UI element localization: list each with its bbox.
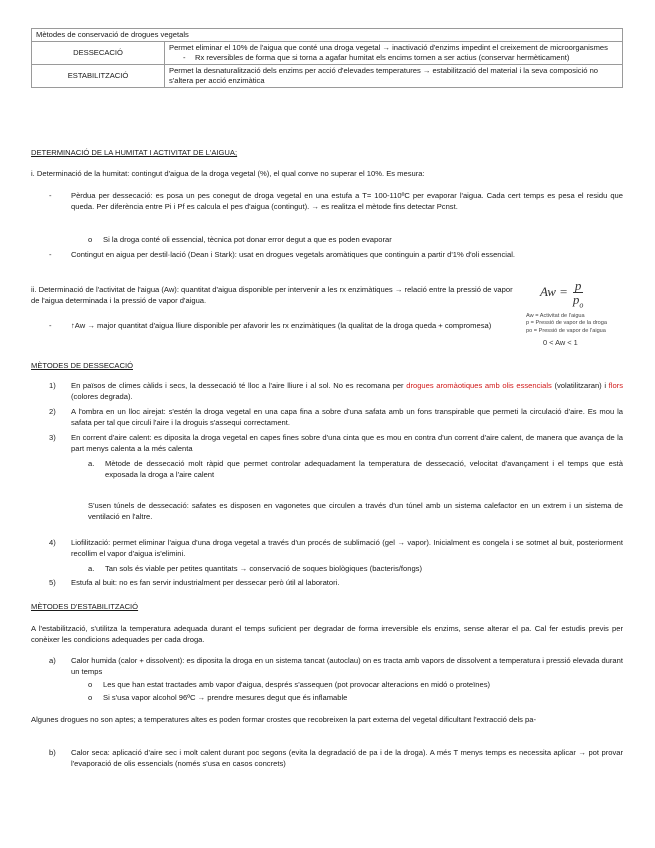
item-number: 4) [49,538,56,547]
formula-numerator: p [574,278,582,293]
list-subitem [88,680,623,691]
item-number: 1) [49,381,56,390]
lettered-item-text: Calor seca: aplicació d'aire sec i molt calent durant poc segons (evita la degradació de pa i de la droga). A més T menys temps es necessita aplicar → pot provar l'evaporació de olis essencials (només s'usa en casos concrets) [71,748,623,768]
lettered-subitem-text: Tan sols és viable per petites quantitats → conservació de soques biològiques (bacteris/fongs) [105,564,423,573]
table-cell-text: Permet la desnaturalització dels enzims per acció d'elevades temperatures → estabilització del material i la seva composició no s'altera per acció enzimàtica [165,65,623,88]
dash-bullet: - [49,250,52,259]
item-letter: a. [88,564,95,573]
item-text-part: (volatilitzaran) i [551,381,609,390]
numbered-item [49,407,623,428]
conservation-methods-table [31,28,623,88]
stabilization-intro: A l'estabilització, s'utilitza la temperatura adequada durant el temps suficient per degradar de forma irreversible els enzims, sense alterar el pa. Cal fer estudis previs per conèixer les condicions adequades per cada droga. [31,624,623,644]
formula-range: 0 < Aw < 1 [543,338,578,348]
formula-den-symbol: p [572,292,580,307]
dash-bullet: - [49,191,52,200]
highlight-red-text: drogues aromàotiques amb olis essencials [406,381,552,390]
numbered-item-text: En corrent d'aire calent: es diposita la droga vegetal en capes fines sobre d'una cinta que es mou en contra d'un corrent d'aire calent, de manera que avança de la part menys calenta a la més calenta [71,433,623,453]
list-subitem-text: Si la droga conté oli essencial, tècnica pot donar error degut a que es poden evaporar [103,235,392,244]
item-number: 3) [49,433,56,442]
table-title-row [32,29,623,42]
circle-bullet: o [88,680,93,689]
lettered-subitem [88,564,623,575]
formula-fraction [573,279,584,312]
formula-legend [526,313,607,347]
lettered-item [49,656,623,677]
table-row [32,65,623,88]
item-letter: a) [49,656,56,665]
table-row-label: DESSECACIÓ [32,42,165,65]
table-title: Mètodes de conservació de drogues vegetals [32,29,623,42]
list-item-text: ↑Aw → major quantitat d'aigua lliure disponible per afavorir les rx enzimàtiques (la qualitat de la droga queda + compromesa) [71,321,492,330]
legend-line: po = Pressió de vapor de l'aigua [526,327,606,334]
water-activity-text: ii. Determinació de l'activitat de l'aigua (Aw): quantitat d'aigua disponible per intervenir a les rx enzimàtiques → relació entre la pressió de vapor de l'aigua determinada i la pressió de vapor d'aigua. [31,285,513,305]
table-cell-text: Permet eliminar el 10% de l'aigua que conté una droga vegetal → inactivació d'enzims impedint el creixement de microorganismes [169,43,608,52]
lettered-item [49,748,623,769]
circle-bullet: o [88,235,93,244]
item-text-part: En països de climes càlids i secs, la dessecació té lloc a l'aire lliure i al sol. No es recomana per [71,381,407,390]
list-subitem [88,235,623,246]
numbered-item [49,381,623,402]
numbered-item-text [71,381,623,402]
section-heading-stabilization: MÈTODES D'ESTABILITZACIÓ [31,602,139,611]
legend-line: Aw = Activitat de l'aigua [526,313,585,319]
list-subitem [88,693,623,704]
water-activity-formula [540,279,583,312]
section-heading-drying: MÈTODES DE DESSECACIÓ [31,361,133,370]
numbered-item [49,538,623,559]
list-item-text: Pèrdua per dessecació: es posa un pes conegut de droga vegetal en una estufa a T= 100-110ºC per evaporar l'aigua. Cada cert temps es pesa el residu que queda. Per diferència entre Pi i Pf es calcula el pes d'aigua (contingut). → es realitza el mètode fins detectar Pcnst. [71,191,623,211]
tunnel-paragraph: S'usen túnels de dessecació: safates es disposen en vagonetes que circulen a través d'un túnel amb un sistema calefactor en un extrem i un sistema de ventilació en l'altre. [88,501,623,521]
formula-den-sub: o [579,300,584,310]
item-number: 5) [49,578,56,587]
stabilization-note: Algunes drogues no son aptes; a temperatures altes es poden formar crostes que recobreixen la part externa del vegetal dificultant l'extracció dels pa- [31,715,537,724]
table-subitem-text: Rx reversibles de forma que si torna a agafar humitat els encims tornen a ser actius (conservar hermèticament) [195,53,570,62]
list-item [49,191,623,212]
numbered-item [49,578,623,589]
table-subitem [169,53,618,63]
list-item-text: Contingut en aigua per destil·lació (Dean i Stark): usat en drogues vegetals aromàtiques que continguin a partir d'1% d'oli essencial. [71,250,516,259]
formula-denominator [573,293,584,312]
list-item [49,250,623,261]
table-row [32,42,623,65]
circle-bullet: o [88,693,93,702]
list-subitem-text: Si s'usa vapor alcohol 96ºC → prendre mesures degut que és inflamable [103,693,348,702]
numbered-item-text: A l'ombra en un lloc airejat: s'estén la droga vegetal en una capa fina a sobre d'una safata amb un fons transpirable que permeti la circulació d'aire. Es mou la safata per tal que circuli l'aire i la droguis s'assequi correctament. [71,407,623,427]
dash-bullet: - [49,321,52,330]
list-item [49,321,516,332]
item-text-part: (colores degrada). [71,391,133,401]
item-letter: a. [88,459,95,468]
numbered-item-text: Liofilització: permet eliminar l'aigua d'una droga vegetal a través d'un procés de sublimació (gel → vapor). Inicialment es congela i se sotmet al buit, posteriorment recollim el vapor d'aigua is'elimini. [71,538,623,558]
lettered-item-text: Calor humida (calor + dissolvent): es diposita la droga en un sistema tancat (autoclau) on es tracta amb vapors de dissolvent a temperatura i pressió elevada durant un temps [71,656,623,676]
lettered-subitem [88,459,623,480]
humidity-intro: i. Determinació de la humitat: contingut d'aigua de la droga vegetal (%), el qual conve no superar el 10%. Es mesura: [31,169,425,178]
numbered-item [49,433,623,454]
highlight-red-text: flors [608,381,624,390]
section-heading-humidity: DETERMINACIÓ DE LA HUMITAT I ACTIVITAT DE L'AIGUA; [31,148,238,157]
legend-line: p = Pressió de vapor de la droga [526,320,608,327]
lettered-subitem-text: Mètode de dessecació molt ràpid que permet controlar adequadament la temperatura de dessecació, velocitat d'avançament i el temps que està exposada la droga a l'aire calent [105,459,623,479]
dash-bullet: - [183,53,186,62]
list-subitem-text: Les que han estat tractades amb vapor d'aigua, després s'assequen (pot provocar alteracions en midó o proteïnes) [103,680,491,689]
numbered-item-text: Estufa al buit: no es fan servir industrialment per dessecar però útil al laboratori. [71,578,340,587]
formula-lhs: Aw = [540,284,568,299]
item-letter: b) [49,748,56,757]
item-number: 2) [49,407,56,416]
table-cell [165,42,623,65]
table-row-label: ESTABILITZACIÓ [32,65,165,88]
